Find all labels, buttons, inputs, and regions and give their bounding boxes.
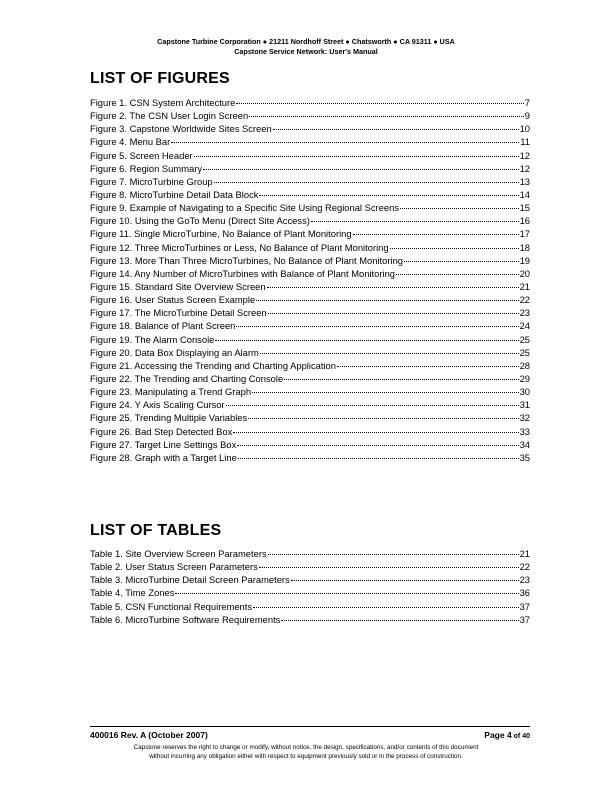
list-of-tables-heading: LIST OF TABLES <box>90 522 222 539</box>
dot-leader <box>248 409 518 419</box>
dot-leader <box>253 598 519 608</box>
dot-leader <box>281 611 518 621</box>
table-entry-page: 21 <box>519 548 530 559</box>
figure-entry-title: Figure 26. Bad Step Detected Box <box>90 425 233 437</box>
dot-leader <box>214 173 519 183</box>
table-entry-title: Table 6. MicroTurbine Software Requirements <box>90 613 281 625</box>
figure-entry-title: Figure 14. Any Number of MicroTurbines with Balance of Plant Monitoring <box>90 267 396 279</box>
dot-leader <box>194 147 519 157</box>
figure-entry-title: Figure 15. Standard Site Overview Screen <box>90 280 266 292</box>
figure-entry-page: 24 <box>519 320 530 332</box>
figure-entry-title: Figure 6. Region Summary <box>90 162 203 174</box>
table-entry-page: 36 <box>519 587 530 599</box>
page-header <box>0 37 612 56</box>
dot-leader <box>226 396 519 406</box>
dot-leader <box>233 423 518 433</box>
figure-entry-page: 10 <box>519 123 530 135</box>
table-entry-title: Table 5. CSN Functional Requirements <box>90 600 253 612</box>
table-entry-title: Table 2. User Status Screen Parameters <box>90 561 258 573</box>
figure-entry-title: Figure 23. Manipulating a Trend Graph <box>90 386 252 398</box>
dot-leader <box>284 370 518 380</box>
figure-entry-title: Figure 1. CSN System Architecture <box>90 97 236 108</box>
figure-entry-page: 21 <box>519 280 530 292</box>
figure-entry-page: 9 <box>524 110 530 122</box>
table-entry-page: 37 <box>519 600 530 612</box>
dot-leader <box>256 291 518 301</box>
dot-leader <box>404 252 519 262</box>
figure-entry-title: Figure 8. MicroTurbine Detail Data Block <box>90 188 259 200</box>
figure-entry[interactable] <box>90 451 530 464</box>
dot-leader <box>238 449 519 459</box>
table-entry-page: 37 <box>519 613 530 625</box>
dot-leader <box>268 304 519 314</box>
dot-leader <box>252 383 519 393</box>
dot-leader <box>171 133 519 143</box>
figure-entry-title: Figure 28. Graph with a Target Line <box>90 451 237 463</box>
document-revision: 400016 Rev. A (October 2007) <box>90 730 208 740</box>
figure-entry-title: Figure 24. Y Axis Scaling Cursor <box>90 399 225 411</box>
dot-leader <box>236 317 518 327</box>
figure-entry-title: Figure 2. The CSN User Login Screen <box>90 110 249 122</box>
figure-entry-page: 22 <box>519 294 530 306</box>
figure-entry-page: 12 <box>519 162 530 174</box>
figure-entry-page: 29 <box>519 372 530 384</box>
figure-entry-title: Figure 7. MicroTurbine Group <box>90 175 213 187</box>
figure-entry-title: Figure 27. Target Line Settings Box <box>90 438 237 450</box>
figure-entry-title: Figure 25. Trending Multiple Variables <box>90 412 248 424</box>
figure-entry-page: 19 <box>519 254 530 266</box>
figure-entry-page: 25 <box>519 333 530 345</box>
dot-leader <box>291 571 519 581</box>
figure-entry-title: Figure 13. More Than Three MicroTurbines, No Balance of Plant Monitoring <box>90 254 403 266</box>
figure-entry-title: Figure 11. Single MicroTurbine, No Balance of Plant Monitoring <box>90 228 352 240</box>
figure-entry-page: 17 <box>519 228 530 240</box>
figure-entry-page: 14 <box>519 188 530 200</box>
figure-entry-title: Figure 5. Screen Header <box>90 149 193 161</box>
figure-entry-title: Figure 9. Example of Navigating to a Specific Site Using Regional Screens <box>90 202 400 214</box>
figure-entry-page: 23 <box>519 307 530 319</box>
figure-entry-page: 31 <box>519 399 530 411</box>
disclaimer-line-2: without incurring any obligation either with respect to equipment previously sold or in the process of construction. <box>149 752 463 760</box>
table-entry-title: Table 3. MicroTurbine Detail Screen Parameters <box>90 574 290 586</box>
figure-entry-title: Figure 4. Menu Bar <box>90 136 171 148</box>
table-entry-title: Table 4. Time Zones <box>90 587 175 599</box>
figure-entry-page: 13 <box>519 175 530 187</box>
dot-leader <box>267 278 519 288</box>
table-entry-page: 23 <box>519 574 530 586</box>
figure-entry-title: Figure 22. The Trending and Charting Console <box>90 372 284 384</box>
dot-leader <box>268 545 519 555</box>
dot-leader <box>337 357 519 367</box>
dot-leader <box>259 186 518 196</box>
figure-entry-page: 30 <box>519 386 530 398</box>
figure-entry-page: 18 <box>519 241 530 253</box>
dot-leader <box>400 199 519 209</box>
figure-entry-page: 16 <box>519 215 530 227</box>
figure-entry-page: 33 <box>519 425 530 437</box>
table-entry-title: Table 1. Site Overview Screen Parameters <box>90 548 267 559</box>
dot-leader <box>390 239 519 249</box>
figure-entry-title: Figure 16. User Status Screen Example <box>90 294 256 306</box>
figure-entry-page: 15 <box>519 202 530 214</box>
disclaimer-line-1: Capstone reserves the right to change or modify, without notice, the design, specifications, and/or contents of this document <box>133 744 479 751</box>
list-of-tables <box>90 547 530 626</box>
page-prefix: Page <box>484 730 507 740</box>
figure-entry-title: Figure 21. Accessing the Trending and Charting Application <box>90 359 336 371</box>
list-of-figures <box>90 96 530 464</box>
dot-leader <box>215 331 518 341</box>
page-total: of 40 <box>511 733 530 740</box>
figure-entry-page: 34 <box>519 438 530 450</box>
footer-divider <box>90 726 530 727</box>
figure-entry-page: 20 <box>519 267 530 279</box>
figure-entry-page: 28 <box>519 359 530 371</box>
dot-leader <box>353 225 519 235</box>
dot-leader <box>175 584 518 594</box>
figure-entry-page: 35 <box>519 451 530 463</box>
list-of-figures-heading: LIST OF FIGURES <box>90 70 230 87</box>
header-manual-title: Capstone Service Network: User's Manual <box>234 46 378 56</box>
dot-leader <box>249 107 524 117</box>
figure-entry-page: 7 <box>524 97 530 108</box>
figure-entry-title: Figure 18. Balance of Plant Screen <box>90 320 236 332</box>
table-entry-page: 22 <box>519 561 530 573</box>
dot-leader <box>237 436 518 446</box>
figure-entry-title: Figure 12. Three MicroTurbines or Less, No Balance of Plant Monitoring <box>90 241 389 253</box>
dot-leader <box>203 160 519 170</box>
dot-leader <box>236 94 523 104</box>
header-company-line: Capstone Turbine Corporation ● 21211 Nordhoff Street ● Chatsworth ● CA 91311 ● USA <box>157 37 455 46</box>
figure-entry-title: Figure 3. Capstone Worldwide Sites Screen <box>90 123 272 135</box>
dot-leader <box>311 212 519 222</box>
dot-leader <box>273 120 519 130</box>
page-indicator <box>484 730 530 740</box>
page-number: 4 <box>506 730 512 740</box>
figure-entry-page: 12 <box>519 149 530 161</box>
figure-entry-title: Figure 10. Using the GoTo Menu (Direct Site Access) <box>90 215 310 227</box>
figure-entry-title: Figure 19. The Alarm Console <box>90 333 215 345</box>
dot-leader <box>260 344 519 354</box>
figure-entry-page: 11 <box>520 136 530 148</box>
figure-entry-page: 25 <box>519 346 530 358</box>
figure-entry-title: Figure 20. Data Box Displaying an Alarm <box>90 346 259 358</box>
footer-disclaimer <box>0 744 612 761</box>
figure-entry-title: Figure 17. The MicroTurbine Detail Screen <box>90 307 267 319</box>
dot-leader <box>259 558 519 568</box>
table-entry[interactable] <box>90 613 530 626</box>
dot-leader <box>396 265 519 275</box>
figure-entry-page: 32 <box>519 412 530 424</box>
